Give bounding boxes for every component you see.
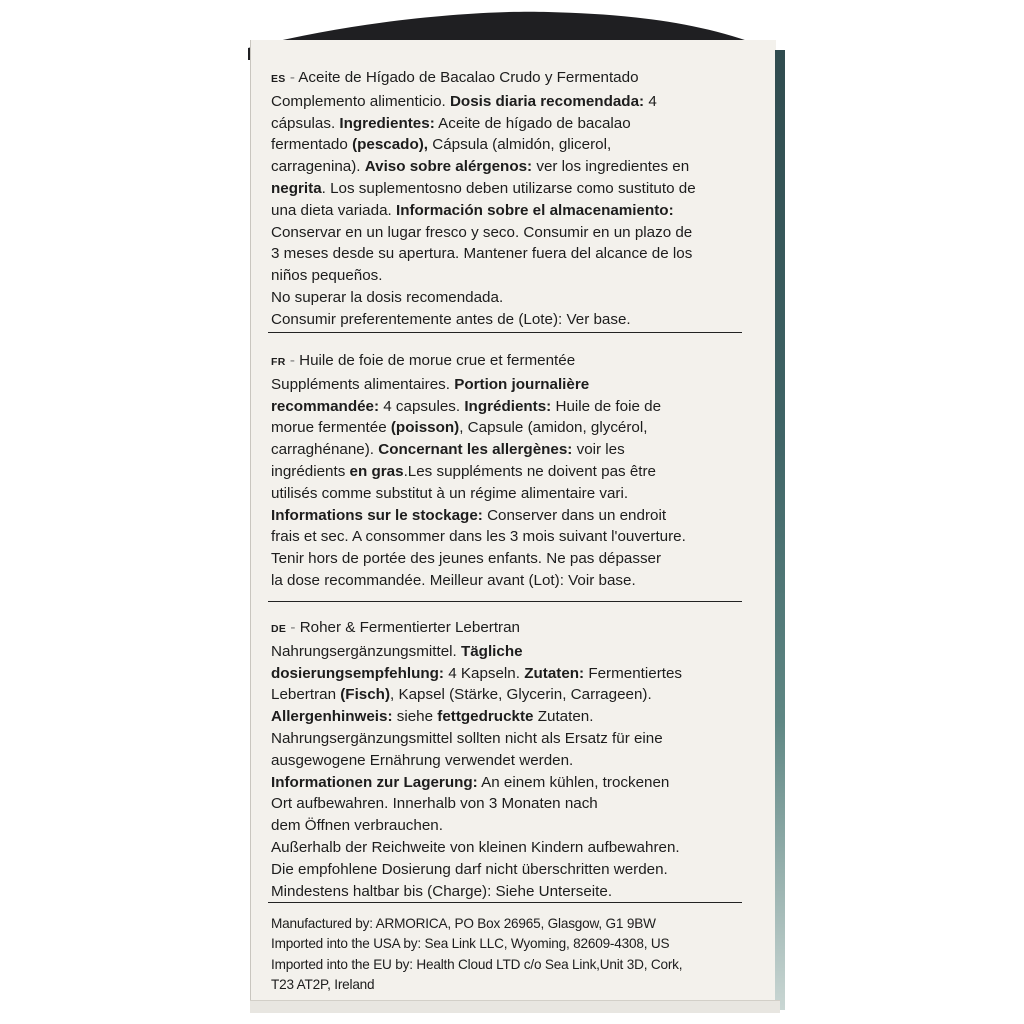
importer-eu-line-2: T23 AT2P, Ireland [271,977,375,993]
es-title: Aceite de Hígado de Bacalao Crudo y Fermentado [298,69,639,86]
de-title: Roher & Fermentierter Lebertran [299,619,521,636]
divider-rule [268,902,742,903]
box-bottom-edge [250,1000,780,1013]
importer-eu-line: Imported into the EU by: Health Cloud LTD c/o Sea Link,Unit 3D, Cork, [271,956,683,972]
importer-usa-line: Imported into the USA by: Sea Link LLC, Wyoming, 82609-4308, US [271,936,670,952]
section-de: DE - Roher & Fermentierter Lebertran Nahrungsergänzungsmittel. Tägliche dosierungsempfehlung: 4 Kapseln. Zutaten: Fermentiertes Lebertran (Fisch), Kapsel (Stärke, Glycerin, Carrageen). Allergenhinweis: siehe fettgedruckte Zutaten. Nahrungsergänzungsmittel sollten nicht als Ersatz für eine ausgewogene Ernährung verwendet werden. Informationen zur Lagerung: An einem kühlen, trockenen Ort aufbewahren. Innerhalb von 3 Monaten nach dem Öffnen verbrauchen. Außerhalb der Reichweite von kleinen Kindern aufbewahren. Die empfohlene Dosierung darf nicht überschritten werden. Mindestens haltbar bis (Charge): Siehe Unterseite. [271,619,683,900]
lang-code-fr: FR [271,356,286,368]
divider-rule [268,332,742,333]
lang-code-de: DE [271,623,287,635]
divider-rule [268,601,742,602]
section-fr: FR - Huile de foie de morue crue et fermentée Suppléments alimentaires. Portion journalière recommandée: 4 capsules. Ingrédients: Huile de foie de morue fermentée (poisson), Capsule (amidon, glycérol, carraghénane). Concernant les allergènes: voir les ingrédients en gras.Les suppléments ne doivent pas être utilisés comme substitut à un régime alimentaire vari. Informations sur le stockage: Conserver dans un endroit frais et sec. A consommer dans les 3 mois suivant l'ouverture. Tenir hors de portée des jeunes enfants. Ne pas dépasser la dose recommandée. Meilleur avant (Lot): Voir base. [271,352,686,589]
fr-title: Huile de foie de morue crue et fermentée [299,352,576,369]
box-side-strip [775,50,785,1010]
lang-code-es: ES [271,73,286,85]
manufacturer-line: Manufactured by: ARMORICA, PO Box 26965, Glasgow, G1 9BW [271,916,656,931]
section-es: ES - Aceite de Hígado de Bacalao Crudo y Fermentado Complemento alimenticio. Dosis diaria recomendada: 4 cápsulas. Ingredientes: Aceite de hígado de bacalao fermentado (pescado), Cápsula (almidón, glicerol, carragenina). Aviso sobre alérgenos: ver los ingredientes en negrita. Los suplementosno deben utilizarse como sustituto de una dieta variada. Información sobre el almacenamiento: Conservar en un lugar fresco y seco. Consumir en un plazo de 3 meses desde su apertura. Mantener fuera del alcance de los niños pequeños. No superar la dosis recomendada. Consumir preferentemente antes de (Lote): Ver base. [271,69,696,328]
manufacturer-info [271,914,751,996]
